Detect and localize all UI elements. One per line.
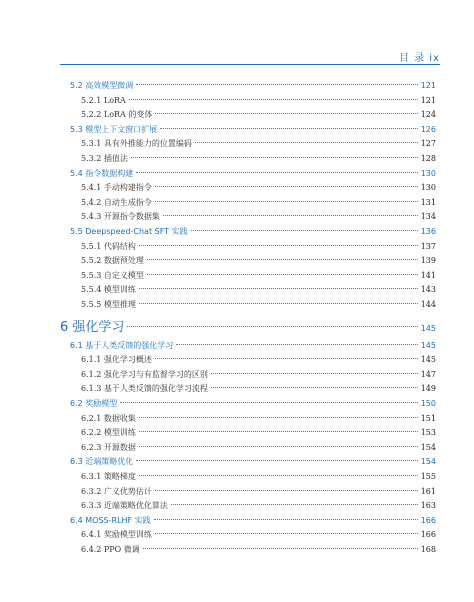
toc-page-number: 141 <box>420 270 436 280</box>
toc-subsection[interactable] <box>81 367 436 383</box>
toc-title: 6.1.2 强化学习与有监督学习的区别 <box>81 369 208 379</box>
toc-subsection[interactable] <box>81 151 436 167</box>
toc-subsection[interactable] <box>81 136 436 152</box>
dot-leader <box>139 288 418 289</box>
toc-page-number: 151 <box>420 413 436 423</box>
toc-subsection[interactable] <box>81 195 436 211</box>
toc-page-number: 161 <box>420 486 436 496</box>
toc-page-number: 143 <box>420 285 436 295</box>
dot-leader <box>147 259 418 260</box>
toc-page-number: 131 <box>420 197 436 207</box>
dot-leader <box>143 548 418 549</box>
dot-leader <box>139 245 418 246</box>
toc-section[interactable] <box>70 122 436 138</box>
dot-leader <box>136 172 417 173</box>
dot-leader <box>211 387 418 388</box>
toc-title: 6.4.1 奖励模型训练 <box>81 530 152 540</box>
toc-subsection[interactable] <box>81 542 436 558</box>
toc-title: 5.5 Deepspeed-Chat SFT 实践 <box>70 227 188 236</box>
toc-page-number: 168 <box>420 545 436 554</box>
toc-subsection[interactable] <box>81 411 436 427</box>
toc-subsection[interactable] <box>81 297 436 313</box>
toc-title: 6.4.2 PPO 微调 <box>81 545 140 554</box>
toc-title: 5.5.1 代码结构 <box>81 241 136 251</box>
toc-subsection[interactable] <box>81 268 436 284</box>
toc-subsection[interactable] <box>81 209 436 225</box>
toc-title: 6.3.2 广义优势估计 <box>81 486 152 496</box>
dot-leader <box>155 186 418 187</box>
dot-leader <box>176 344 417 345</box>
toc-page-number: 130 <box>420 168 436 178</box>
toc-page-number: 153 <box>420 428 436 438</box>
toc-section[interactable] <box>70 396 436 412</box>
dot-leader <box>163 215 418 216</box>
toc-page-number: 139 <box>420 256 436 266</box>
toc-title: 6.2 奖励模型 <box>70 399 118 408</box>
dot-leader <box>139 431 418 432</box>
dot-leader <box>136 84 417 85</box>
dot-leader <box>139 446 418 447</box>
toc-subsection[interactable] <box>81 425 436 441</box>
toc-page-number: 134 <box>420 212 436 222</box>
dot-leader <box>154 519 418 520</box>
page-header <box>0 0 474 64</box>
toc-title: 5.4.1 手动构建指令 <box>81 183 152 193</box>
toc-subsection[interactable] <box>81 239 436 255</box>
toc-title: 6 强化学习 <box>60 319 125 335</box>
toc-title: 5.2.1 LoRA <box>81 95 126 105</box>
toc-title: 6.1.3 基于人类反馈的强化学习流程 <box>81 384 208 394</box>
toc-page-number: 130 <box>420 183 436 193</box>
toc-page-number: 145 <box>420 323 436 333</box>
dot-leader <box>195 142 418 143</box>
toc-page-number: 149 <box>420 384 436 394</box>
toc-page-number: 166 <box>420 530 436 540</box>
running-header: 目 录 ix <box>398 53 440 64</box>
toc-chapter[interactable] <box>60 318 436 338</box>
toc-page-number: 136 <box>420 227 436 236</box>
dot-leader <box>147 274 418 275</box>
toc-title: 5.5.3 自定义模型 <box>81 270 144 280</box>
toc-title: 5.3.2 插值法 <box>81 154 128 163</box>
toc-title: 5.4.2 自动生成指令 <box>81 197 152 207</box>
toc-subsection[interactable] <box>81 107 436 123</box>
toc-title: 6.3.1 策略梯度 <box>81 472 136 481</box>
dot-leader <box>139 303 418 304</box>
toc-page-number: 154 <box>420 457 436 467</box>
toc-page-number: 154 <box>420 442 436 452</box>
dot-leader <box>211 373 418 374</box>
dot-leader <box>155 113 417 114</box>
toc-page-number: 124 <box>420 110 436 120</box>
toc-subsection[interactable] <box>81 498 436 514</box>
toc-title: 6.2.3 开源数据 <box>81 442 136 452</box>
toc-page-number: 137 <box>420 241 436 251</box>
toc-section[interactable] <box>70 224 436 240</box>
toc-title: 6.3.3 近端策略优化算法 <box>81 501 168 511</box>
toc-subsection[interactable] <box>81 253 436 269</box>
toc-title: 6.2.2 模型训练 <box>81 428 136 438</box>
dot-leader <box>139 475 418 476</box>
toc-title: 5.5.2 数据预处理 <box>81 256 144 266</box>
toc-title: 5.5.4 模型训练 <box>81 285 136 295</box>
toc-title: 5.3.1 具有外推能力的位置编码 <box>81 139 192 149</box>
toc-section[interactable] <box>70 454 436 470</box>
toc-title: 6.2.1 数据收集 <box>81 413 136 423</box>
toc-section[interactable] <box>70 338 436 354</box>
toc-page-number: 145 <box>420 355 436 365</box>
dot-leader <box>171 504 418 505</box>
header-rule <box>60 64 440 65</box>
toc-page-number: 128 <box>420 154 436 163</box>
dot-leader <box>155 490 418 491</box>
toc-subsection[interactable] <box>81 180 436 196</box>
dot-leader <box>155 533 418 534</box>
toc-page-number: 163 <box>420 501 436 511</box>
toc-title: 6.1 基于人类反馈的强化学习 <box>70 340 174 350</box>
dot-leader <box>120 402 417 403</box>
toc-page-number: 155 <box>420 472 436 481</box>
toc-page-number: 144 <box>420 300 436 309</box>
toc-page-number: 126 <box>420 124 436 134</box>
toc-title: 5.4 指令数据构建 <box>70 168 134 178</box>
toc-title: 5.5.5 模型推理 <box>81 300 136 309</box>
toc-subsection[interactable] <box>81 352 436 368</box>
toc-page-number: 127 <box>420 139 436 149</box>
dot-leader <box>191 230 418 231</box>
toc-section[interactable] <box>70 166 436 182</box>
toc-title: 5.4.3 开源指令数据集 <box>81 212 160 222</box>
toc-title: 5.2 高效模型微调 <box>70 81 134 90</box>
toc-subsection[interactable] <box>81 282 436 298</box>
toc-subsection[interactable] <box>81 93 436 109</box>
dot-leader <box>127 326 417 327</box>
toc-page-number: 121 <box>420 81 436 90</box>
toc-subsection[interactable] <box>81 527 436 543</box>
toc-subsection[interactable] <box>81 381 436 397</box>
toc-title: 6.1.1 强化学习概述 <box>81 355 152 365</box>
toc-title: 6.4 MOSS-RLHF 实践 <box>70 515 151 525</box>
dot-leader <box>131 157 418 158</box>
toc-page-number: 145 <box>420 340 436 350</box>
toc-page-number: 147 <box>420 369 436 379</box>
toc-page-number: 150 <box>420 399 436 408</box>
dot-leader <box>160 128 417 129</box>
toc-section[interactable] <box>70 513 436 529</box>
toc-subsection[interactable] <box>81 440 436 456</box>
toc-title: 6.3 近端策略优化 <box>70 457 134 467</box>
dot-leader <box>155 358 418 359</box>
toc-title: 5.2.2 LoRA 的变体 <box>81 110 153 120</box>
dot-leader <box>155 201 418 202</box>
toc-subsection[interactable] <box>81 484 436 500</box>
toc-subsection[interactable] <box>81 469 436 485</box>
toc-page-number: 166 <box>420 515 436 525</box>
dot-leader <box>139 417 418 418</box>
dot-leader <box>136 460 417 461</box>
toc-section[interactable] <box>70 78 436 94</box>
toc-page-number: 121 <box>420 95 436 105</box>
toc-title: 5.3 模型上下文窗口扩展 <box>70 124 158 134</box>
dot-leader <box>129 99 418 100</box>
